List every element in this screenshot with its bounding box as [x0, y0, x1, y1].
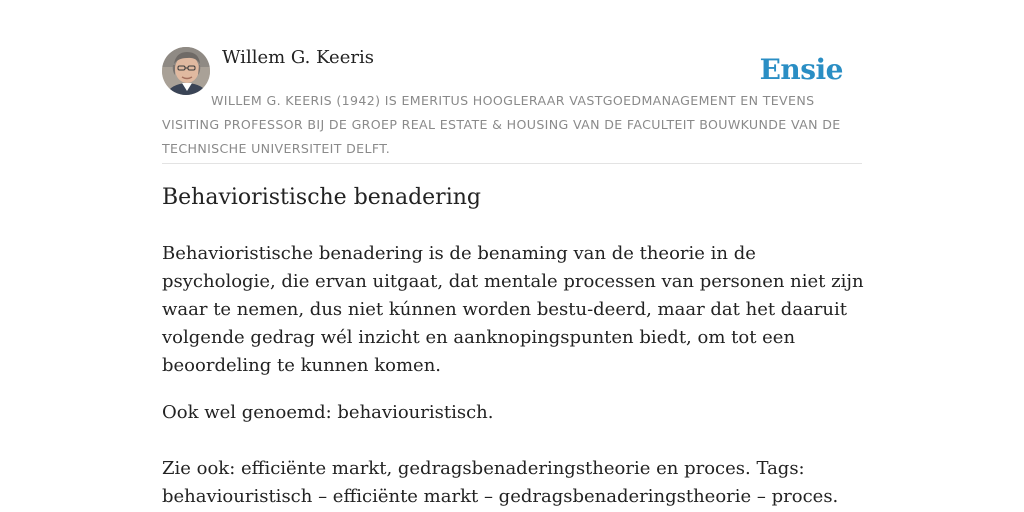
- author-bio: WILLEM G. KEERIS (1942) IS EMERITUS HOOGLERAAR VASTGOEDMANAGEMENT EN TEVENS VISITING PROFESSOR BIJ DE GROEP REAL ESTATE & HOUSING VAN DE FACULTEIT BOUWKUNDE VAN DE TECHNISCHE UNIVERSITEIT DELFT.: [162, 93, 841, 156]
- definition-paragraph: Behavioristische benadering is de benaming van de theorie in de psychologie, die ervan uitgaat, dat mentale processen van personen niet zijn waar te nemen, dus niet kúnnen worden bestu-deerd, maar dat het daaruit volgende gedrag wél inzicht en aanknopingspunten biedt, om tot een beoordeling te kunnen komen.: [162, 243, 864, 376]
- also-known-as-paragraph: Ook wel genoemd: behaviouristisch.: [162, 402, 494, 423]
- author-avatar[interactable]: [162, 47, 210, 95]
- article-title: Behavioristische benadering: [162, 185, 481, 210]
- ensie-logo[interactable]: Ensie: [759, 53, 843, 86]
- article-body: [162, 240, 867, 511]
- see-also-paragraph: Zie ook: efficiënte markt, gedragsbenaderingstheorie en proces. Tags: behaviouristisch – efficiënte markt – gedragsbenaderingstheorie – proces.: [162, 458, 839, 507]
- author-name[interactable]: Willem G. Keeris: [222, 47, 374, 68]
- author-header: [162, 0, 862, 164]
- author-photo-icon: [162, 47, 210, 95]
- page-content: [162, 0, 864, 507]
